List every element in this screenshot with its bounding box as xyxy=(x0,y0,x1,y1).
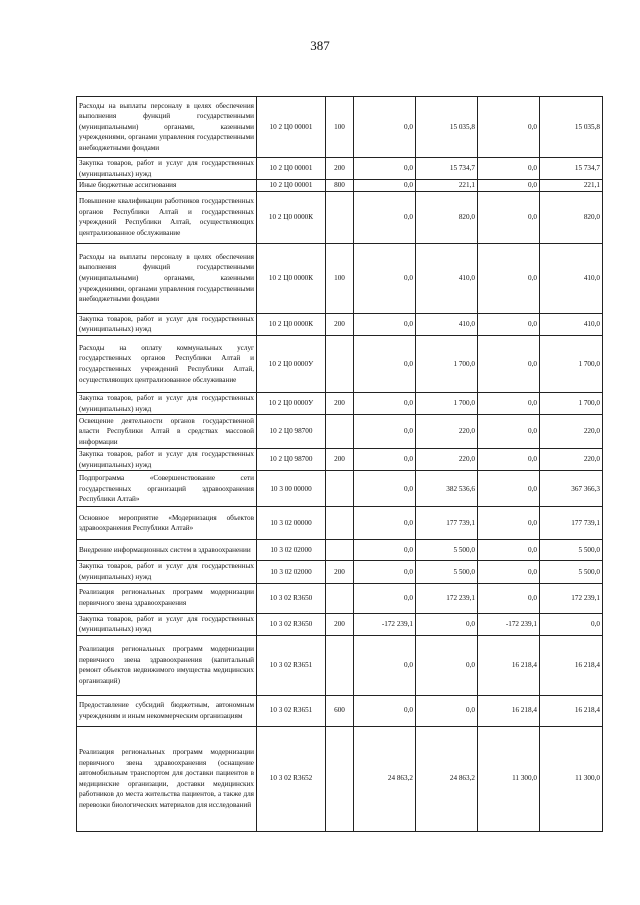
amount-2-cell: 5 500,0 xyxy=(540,540,603,561)
table-row xyxy=(77,613,603,635)
row-name-cell: Повышение квалификации работников государственных органов Республики Алтай и государственных учреждений Республики Алтай, осуществляющих централизованное обслуживание xyxy=(77,191,257,243)
table-row xyxy=(77,335,603,392)
amount-change-1-cell: 0,0 xyxy=(354,392,416,414)
amount-change-2-cell: 0,0 xyxy=(478,335,540,392)
amount-2-cell: 367 366,3 xyxy=(540,471,603,507)
budget-code-cell: 10 2 Ц0 0000К xyxy=(257,191,326,243)
amount-1-cell: 820,0 xyxy=(416,191,478,243)
amount-change-1-cell: 0,0 xyxy=(354,191,416,243)
expense-type-cell xyxy=(326,471,354,507)
amount-change-2-cell: 0,0 xyxy=(478,392,540,414)
expense-type-cell: 200 xyxy=(326,392,354,414)
row-name-cell: Закупка товаров, работ и услуг для государственных (муниципальных) нужд xyxy=(77,613,257,635)
budget-code-cell: 10 3 02 R3652 xyxy=(257,726,326,831)
amount-change-2-cell: 0,0 xyxy=(478,561,540,583)
expense-type-cell: 100 xyxy=(326,243,354,313)
amount-change-2-cell: 0,0 xyxy=(478,158,540,180)
row-name-cell: Подпрограмма «Совершенствование сети государственных организаций здравоохранения Республики Алтай» xyxy=(77,471,257,507)
row-name-cell: Расходы на выплаты персоналу в целях обеспечения выполнения функций государственными (муниципальными) органами, казенными учреждениями, органами управления государственными внебюджетными фондами xyxy=(77,97,257,158)
amount-2-cell: 221,1 xyxy=(540,180,603,192)
table-row xyxy=(77,191,603,243)
budget-code-cell: 10 3 00 00000 xyxy=(257,471,326,507)
amount-2-cell: 410,0 xyxy=(540,313,603,335)
amount-2-cell: 16 218,4 xyxy=(540,695,603,726)
expense-type-cell xyxy=(326,583,354,613)
amount-1-cell: 382 536,6 xyxy=(416,471,478,507)
budget-code-cell: 10 2 Ц0 00001 xyxy=(257,97,326,158)
table-row xyxy=(77,243,603,313)
row-name-cell: Расходы на выплаты персоналу в целях обеспечения выполнения функций государственными (муниципальными) органами, казенными учреждениями, органами управления государственными внебюджетными фондами xyxy=(77,243,257,313)
amount-change-2-cell: 0,0 xyxy=(478,540,540,561)
expense-type-cell: 200 xyxy=(326,613,354,635)
budget-code-cell: 10 2 Ц0 00001 xyxy=(257,180,326,192)
amount-1-cell: 5 500,0 xyxy=(416,540,478,561)
amount-2-cell: 410,0 xyxy=(540,243,603,313)
table-row xyxy=(77,540,603,561)
budget-code-cell: 10 3 02 02000 xyxy=(257,561,326,583)
amount-change-2-cell: 0,0 xyxy=(478,507,540,540)
amount-change-2-cell: 0,0 xyxy=(478,97,540,158)
amount-2-cell: 5 500,0 xyxy=(540,561,603,583)
table-row xyxy=(77,471,603,507)
row-name-cell: Реализация региональных программ модернизации первичного звена здравоохранения (капитальный ремонт объектов недвижимого имущества медицинских организаций) xyxy=(77,635,257,695)
budget-code-cell: 10 3 02 02000 xyxy=(257,540,326,561)
table-row xyxy=(77,635,603,695)
row-name-cell: Иные бюджетные ассигнования xyxy=(77,180,257,192)
amount-2-cell: 11 300,0 xyxy=(540,726,603,831)
amount-1-cell: 15 734,7 xyxy=(416,158,478,180)
expense-type-cell: 100 xyxy=(326,97,354,158)
amount-change-1-cell: -172 239,1 xyxy=(354,613,416,635)
table-row xyxy=(77,507,603,540)
budget-code-cell: 10 2 Ц0 0000У xyxy=(257,335,326,392)
row-name-cell: Расходы на оплату коммунальных услуг государственных органов Республики Алтай и государственных учреждений Республики Алтай, осуществляющих централизованное обслуживание xyxy=(77,335,257,392)
amount-1-cell: 1 700,0 xyxy=(416,392,478,414)
budget-code-cell: 10 2 Ц0 98700 xyxy=(257,449,326,471)
amount-1-cell: 1 700,0 xyxy=(416,335,478,392)
amount-change-1-cell: 0,0 xyxy=(354,243,416,313)
amount-change-2-cell: 0,0 xyxy=(478,180,540,192)
amount-1-cell: 410,0 xyxy=(416,313,478,335)
row-name-cell: Внедрение информационных систем в здравоохранении xyxy=(77,540,257,561)
amount-change-1-cell: 0,0 xyxy=(354,97,416,158)
amount-change-2-cell: 0,0 xyxy=(478,313,540,335)
budget-code-cell: 10 2 Ц0 0000К xyxy=(257,313,326,335)
budget-code-cell: 10 3 02 R3651 xyxy=(257,695,326,726)
amount-change-1-cell: 0,0 xyxy=(354,415,416,449)
amount-1-cell: 0,0 xyxy=(416,635,478,695)
row-name-cell: Реализация региональных программ модернизации первичного звена здравоохранения (оснащение автомобильным транспортом для доставки пациентов в медицинские организации, доставки медицинских работников до места жительства пациентов, а также для перевозки биологических материалов для исследований xyxy=(77,726,257,831)
table-row xyxy=(77,449,603,471)
budget-code-cell: 10 2 Ц0 0000У xyxy=(257,392,326,414)
amount-change-1-cell: 0,0 xyxy=(354,507,416,540)
expense-type-cell xyxy=(326,507,354,540)
amount-change-2-cell: -172 239,1 xyxy=(478,613,540,635)
amount-change-1-cell: 0,0 xyxy=(354,335,416,392)
amount-2-cell: 820,0 xyxy=(540,191,603,243)
amount-change-1-cell: 0,0 xyxy=(354,635,416,695)
budget-code-cell: 10 2 Ц0 0000К xyxy=(257,243,326,313)
table-row xyxy=(77,726,603,831)
table-row xyxy=(77,583,603,613)
amount-change-2-cell: 0,0 xyxy=(478,471,540,507)
row-name-cell: Закупка товаров, работ и услуг для государственных (муниципальных) нужд xyxy=(77,449,257,471)
expense-type-cell: 200 xyxy=(326,561,354,583)
row-name-cell: Реализация региональных программ модернизации первичного звена здравоохранения xyxy=(77,583,257,613)
amount-1-cell: 24 863,2 xyxy=(416,726,478,831)
budget-code-cell: 10 3 02 R3651 xyxy=(257,635,326,695)
amount-1-cell: 0,0 xyxy=(416,613,478,635)
amount-change-2-cell: 0,0 xyxy=(478,191,540,243)
expense-type-cell xyxy=(326,191,354,243)
amount-change-1-cell: 0,0 xyxy=(354,158,416,180)
amount-change-2-cell: 0,0 xyxy=(478,243,540,313)
amount-change-1-cell: 24 863,2 xyxy=(354,726,416,831)
amount-change-1-cell: 0,0 xyxy=(354,583,416,613)
page-number: 387 xyxy=(310,38,330,53)
amount-2-cell: 0,0 xyxy=(540,613,603,635)
amount-2-cell: 1 700,0 xyxy=(540,335,603,392)
amount-change-2-cell: 0,0 xyxy=(478,415,540,449)
amount-change-2-cell: 11 300,0 xyxy=(478,726,540,831)
amount-change-1-cell: 0,0 xyxy=(354,471,416,507)
table-row xyxy=(77,180,603,192)
table-row xyxy=(77,561,603,583)
table-row xyxy=(77,392,603,414)
amount-change-2-cell: 16 218,4 xyxy=(478,695,540,726)
amount-2-cell: 177 739,1 xyxy=(540,507,603,540)
row-name-cell: Закупка товаров, работ и услуг для государственных (муниципальных) нужд xyxy=(77,561,257,583)
budget-code-cell: 10 3 02 00000 xyxy=(257,507,326,540)
budget-code-cell: 10 2 Ц0 00001 xyxy=(257,158,326,180)
table-row xyxy=(77,158,603,180)
amount-1-cell: 410,0 xyxy=(416,243,478,313)
amount-2-cell: 15 035,8 xyxy=(540,97,603,158)
table-row xyxy=(77,415,603,449)
row-name-cell: Закупка товаров, работ и услуг для государственных (муниципальных) нужд xyxy=(77,158,257,180)
amount-1-cell: 221,1 xyxy=(416,180,478,192)
expense-type-cell xyxy=(326,726,354,831)
amount-change-2-cell: 16 218,4 xyxy=(478,635,540,695)
amount-change-2-cell: 0,0 xyxy=(478,449,540,471)
expense-type-cell xyxy=(326,540,354,561)
amount-1-cell: 0,0 xyxy=(416,695,478,726)
amount-2-cell: 16 218,4 xyxy=(540,635,603,695)
expense-type-cell xyxy=(326,335,354,392)
amount-change-1-cell: 0,0 xyxy=(354,449,416,471)
expense-type-cell xyxy=(326,415,354,449)
row-name-cell: Закупка товаров, работ и услуг для государственных (муниципальных) нужд xyxy=(77,392,257,414)
amount-2-cell: 220,0 xyxy=(540,415,603,449)
amount-2-cell: 15 734,7 xyxy=(540,158,603,180)
amount-2-cell: 172 239,1 xyxy=(540,583,603,613)
budget-code-cell: 10 3 02 R3650 xyxy=(257,583,326,613)
budget-code-cell: 10 2 Ц0 98700 xyxy=(257,415,326,449)
row-name-cell: Освещение деятельности органов государственной власти Республики Алтай в средствах массовой информации xyxy=(77,415,257,449)
expense-type-cell: 800 xyxy=(326,180,354,192)
expense-type-cell xyxy=(326,635,354,695)
amount-2-cell: 1 700,0 xyxy=(540,392,603,414)
table-row xyxy=(77,313,603,335)
amount-1-cell: 220,0 xyxy=(416,449,478,471)
amount-change-1-cell: 0,0 xyxy=(354,180,416,192)
row-name-cell: Основное мероприятие «Модернизация объектов здравоохранения Республики Алтай» xyxy=(77,507,257,540)
table-row xyxy=(77,97,603,158)
amount-change-1-cell: 0,0 xyxy=(354,540,416,561)
amount-change-1-cell: 0,0 xyxy=(354,561,416,583)
expense-type-cell: 600 xyxy=(326,695,354,726)
budget-code-cell: 10 3 02 R3650 xyxy=(257,613,326,635)
row-name-cell: Закупка товаров, работ и услуг для государственных (муниципальных) нужд xyxy=(77,313,257,335)
amount-change-1-cell: 0,0 xyxy=(354,313,416,335)
amount-1-cell: 15 035,8 xyxy=(416,97,478,158)
expense-type-cell: 200 xyxy=(326,158,354,180)
amount-2-cell: 220,0 xyxy=(540,449,603,471)
expense-type-cell: 200 xyxy=(326,313,354,335)
budget-table-body xyxy=(77,97,603,832)
amount-change-1-cell: 0,0 xyxy=(354,695,416,726)
budget-table xyxy=(76,96,603,832)
amount-1-cell: 177 739,1 xyxy=(416,507,478,540)
amount-1-cell: 220,0 xyxy=(416,415,478,449)
expense-type-cell: 200 xyxy=(326,449,354,471)
row-name-cell: Предоставление субсидий бюджетным, автономным учреждениям и иным некоммерческим организациям xyxy=(77,695,257,726)
table-row xyxy=(77,695,603,726)
amount-change-2-cell: 0,0 xyxy=(478,583,540,613)
amount-1-cell: 172 239,1 xyxy=(416,583,478,613)
amount-1-cell: 5 500,0 xyxy=(416,561,478,583)
